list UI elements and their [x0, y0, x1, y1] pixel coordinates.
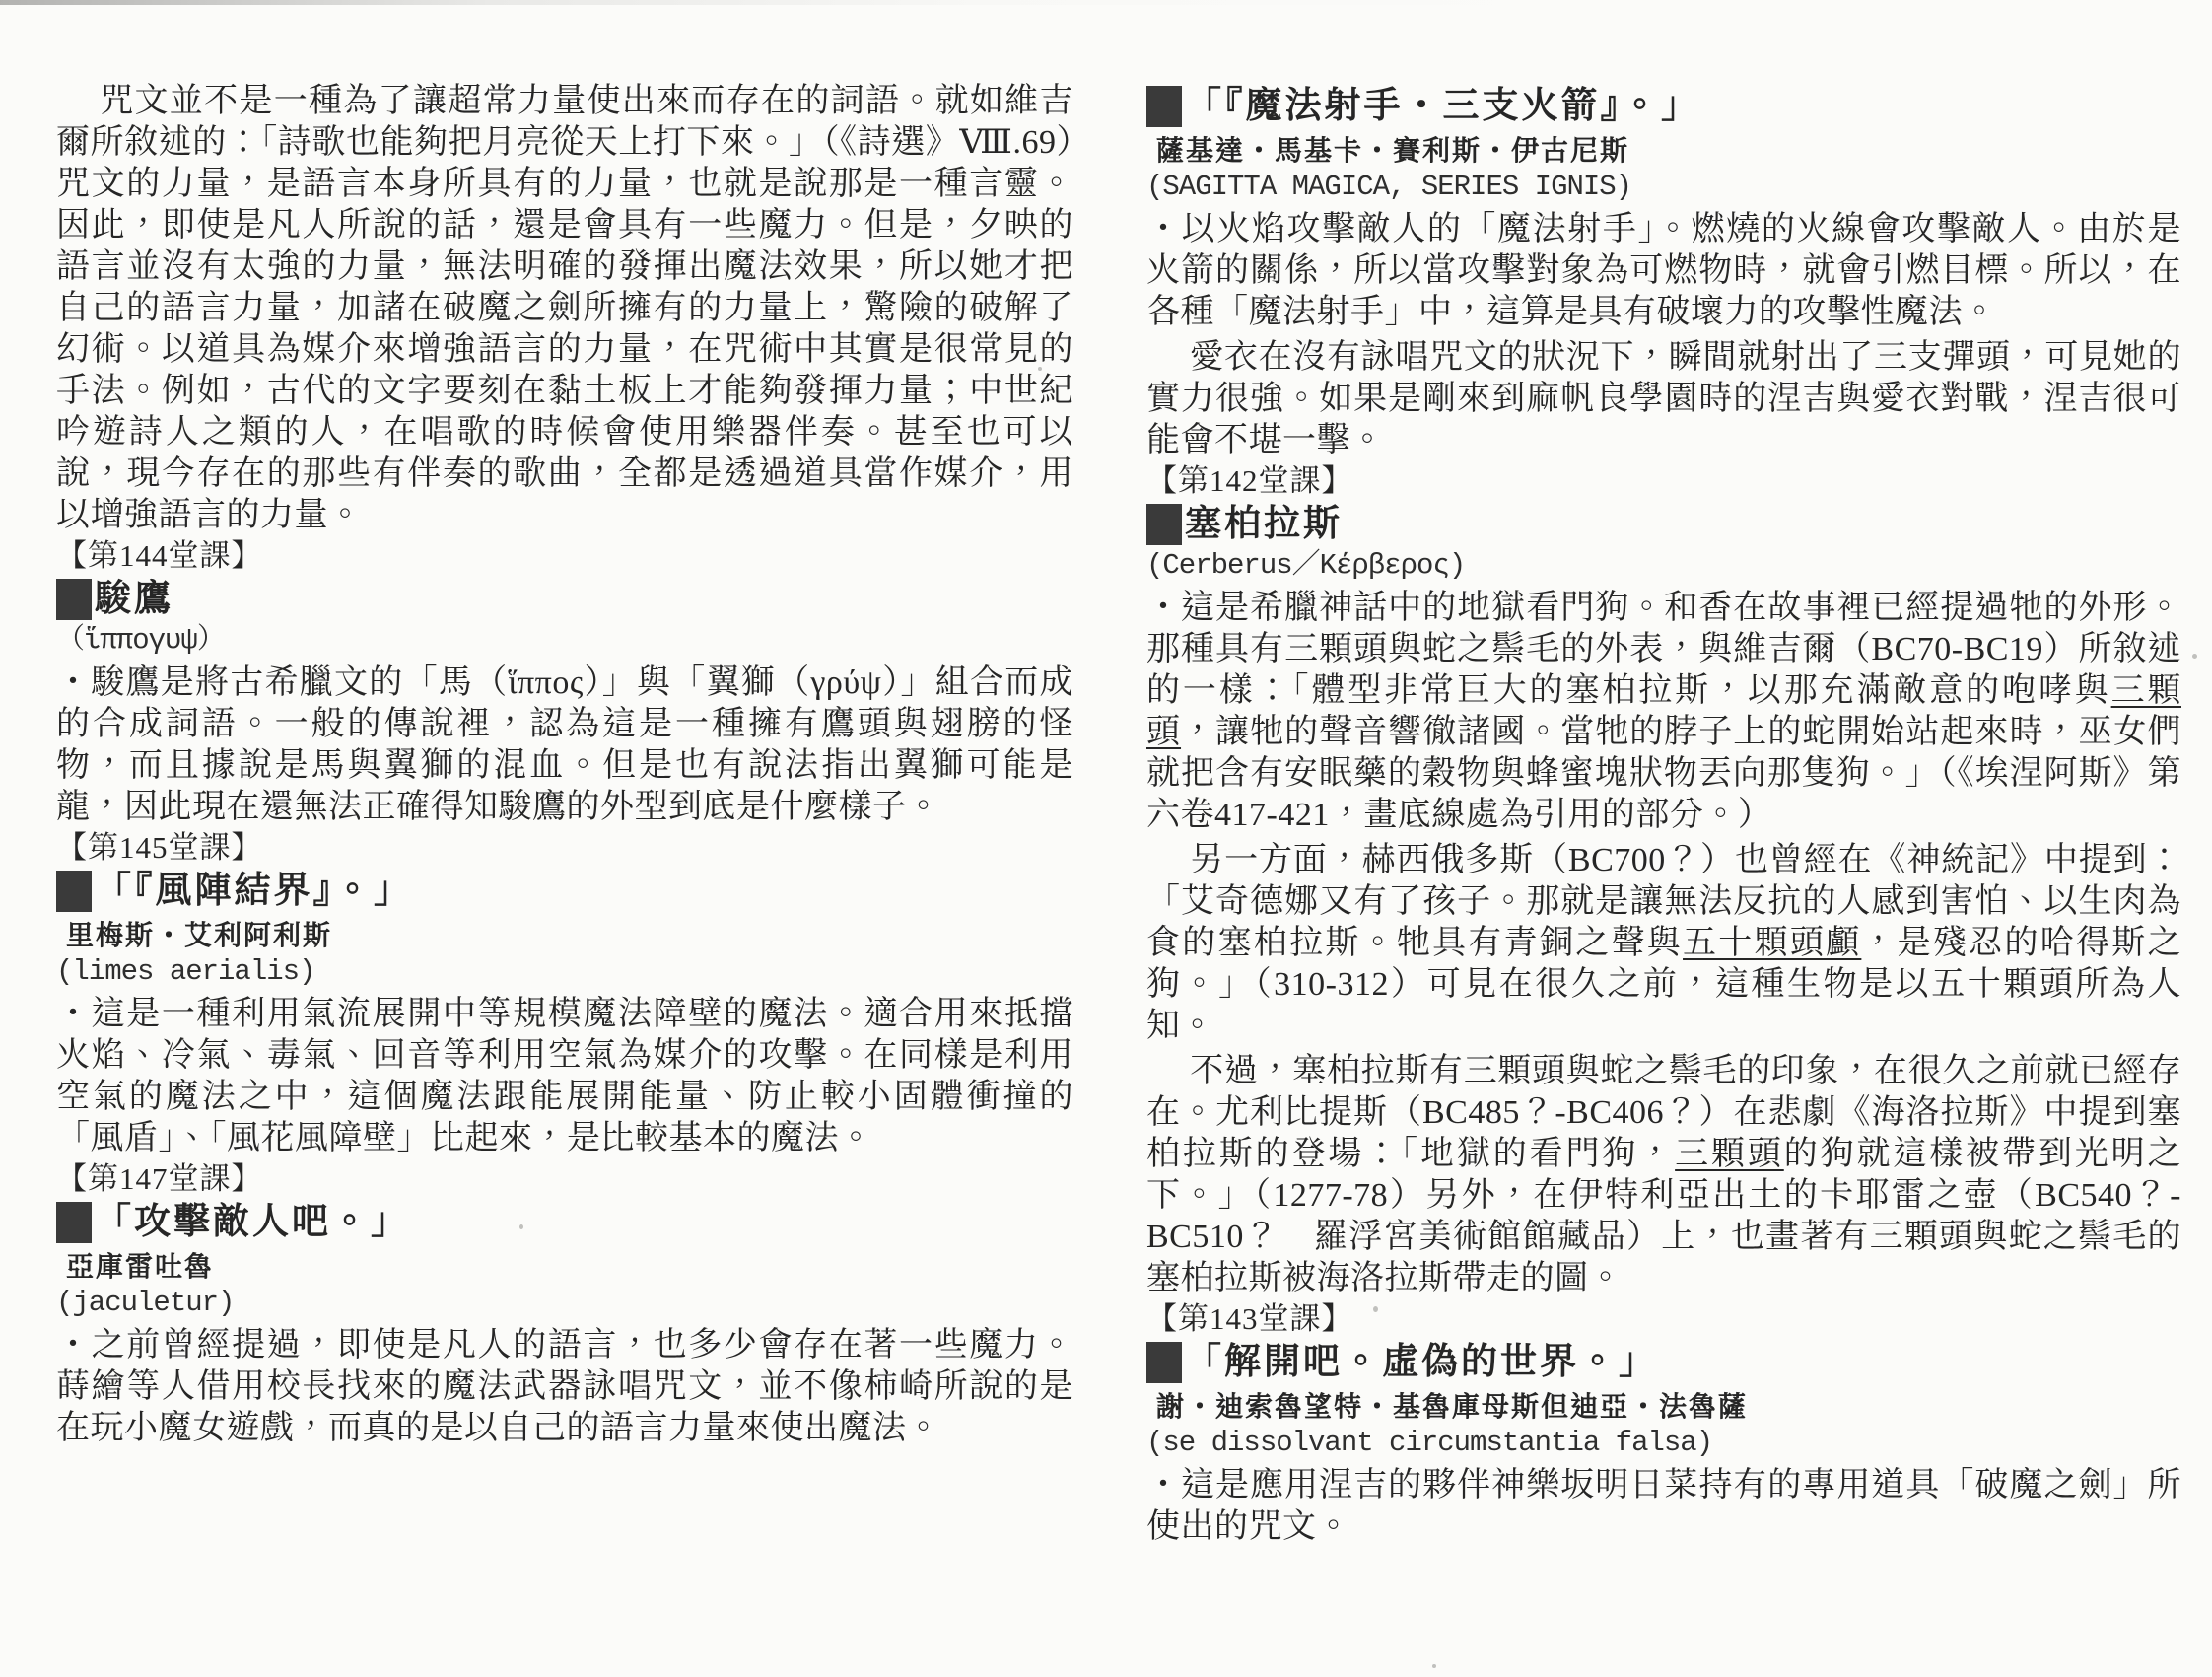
entry-sagitta-magica — [1146, 83, 2181, 461]
entry-title: 「解開吧。虛偽的世界。」 — [1185, 1342, 1658, 1382]
black-square-marker — [56, 1202, 92, 1243]
entry-body: ・這是應用涅吉的夥伴神樂坂明日菜持有的專用道具「破魔之劍」所使出的咒文。 — [1146, 1467, 2181, 1545]
entry-latin-name: (se dissolvant circumstantia falsa) — [1146, 1427, 1713, 1459]
underlined-segment: 三顆頭 — [1146, 672, 2181, 750]
left-page-column — [56, 81, 1073, 1449]
entry-title: 「『魔法射手・三支火箭』。」 — [1185, 86, 1700, 126]
black-square-marker — [1146, 504, 1182, 545]
entry-reading: 里梅斯・艾利阿利斯 — [66, 921, 333, 951]
entry-greek-name: （ἵππογυψ） — [56, 624, 225, 657]
scan-edge-artifact — [0, 0, 2212, 5]
black-square-marker — [56, 871, 92, 912]
entry-title: 「『風陣結界』。」 — [95, 871, 413, 911]
underlined-segment: 三顆頭 — [1675, 1136, 1784, 1172]
entry-greek-name: (Cerberus／Κέρβερος) — [1146, 549, 1466, 582]
lesson-marker-145: 【第145堂課】 — [56, 830, 263, 865]
body-segment: ，讓牠的聲音響徹諸國。當牠的脖子上的蛇開始站起來時，巫女們就把含有安眠藥的穀物與蜂蜜塊狀物丟向那隻狗。」（《埃涅阿斯》第六卷417-421，畫底線處為引用的部分。） — [1146, 714, 2182, 833]
entry-hippogriff — [56, 576, 1073, 828]
right-page-column — [1146, 61, 2181, 1548]
entry-body-paragraph: 愛衣在沒有詠唱咒文的狀況下，瞬間就射出了三支彈頭，可見她的實力很強。如果是剛來到麻帆良學園時的涅吉與愛衣對戰，涅吉很可能會不堪一擊。 — [1146, 339, 2181, 458]
body-segment: ，是殘忍的哈得斯之狗。」（310-312）可見在很久之前，這種生物是以五十顆頭所為人知。 — [1146, 925, 2182, 1044]
lesson-marker-142: 【第142堂課】 — [1146, 463, 1353, 498]
black-square-marker — [1146, 86, 1182, 127]
scan-speck — [2192, 654, 2197, 659]
underlined-segment: 五十顆頭顱 — [1683, 925, 1862, 961]
entry-title: 駿鷹 — [95, 579, 173, 619]
body-segment: 另一方面，赫西俄多斯（BC700？）也曾經在《神統記》中提到：「艾奇德娜又有了孩子。那就是讓無法反抗的人感到害怕、以生肉為食的塞柏拉斯。牠具有青銅之聲與 — [1146, 842, 2181, 961]
entry-reading: 亞庫雷吐魯 — [66, 1252, 215, 1283]
body-segment: 不過，塞柏拉斯有三顆頭與蛇之鬃毛的印象，在很久之前就已經存在。尤利比提斯（BC485？-BC406？）在悲劇《海洛拉斯》中提到塞柏拉斯的登場：「地獄的看門狗， — [1146, 1053, 2181, 1172]
entry-latin-name: (limes aerialis) — [56, 955, 315, 988]
body-segment: ・這是希臘神話中的地獄看門狗。和香在故事裡已經提過牠的外形。那種具有三顆頭與蛇之鬃毛的外表，與維吉爾（BC70-BC19）所敘述的一樣：「體型非常巨大的塞柏拉斯，以那充滿敵意的咆哮與 — [1146, 590, 2181, 709]
entry-body-paragraph: ・以火焰攻擊敵人的「魔法射手」。燃燒的火線會攻擊敵人。由於是火箭的關係，所以當攻擊對象為可燃物時，就會引燃目標。所以，在各種「魔法射手」中，這算是具有破壞力的攻擊性魔法。 — [1146, 211, 2181, 330]
entry-heading — [56, 1199, 1073, 1246]
entry-heading — [1146, 1339, 2181, 1386]
entry-heading — [1146, 83, 2181, 130]
entry-cerberus — [1146, 501, 2181, 1299]
entry-reading: 謝・迪索魯望特・基魯庫母斯但迪亞・法魯薩 — [1156, 1392, 1749, 1423]
black-square-marker — [56, 579, 92, 620]
entry-body: ・之前曾經提過，即使是凡人的語言，也多少會存在著一些魔力。蒔繪等人借用校長找來的魔法武器詠唱咒文，並不像柿崎所說的是在玩小魔女遊戲，而真的是以自己的語言力量來使出魔法。 — [56, 1327, 1073, 1446]
entry-heading — [56, 576, 1073, 623]
black-square-marker — [1146, 1342, 1182, 1383]
entry-title: 塞柏拉斯 — [1185, 504, 1343, 544]
intro-paragraph: 咒文並不是一種為了讓超常力量使出來而存在的詞語。就如維吉爾所敘述的：「詩歌也能夠把月亮從天上打下來。」（《詩選》Ⅷ.69）咒文的力量，是語言本身所具有的力量，也就是說那是一種言靈。因此，即使是凡人所說的話，還是會具有一些魔力。但是，夕映的語言並沒有太強的力量，無法明確的發揮出魔法效果，所以她才把自己的語言力量，加諸在破魔之劍所擁有的力量上，驚險的破解了幻術。以道具為媒介來增強語言的力量，在咒術中其實是很常見的手法。例如，古代的文字要刻在黏土板上才能夠發揮力量；中世紀吟遊詩人之類的人，在唱歌的時候會使用樂器伴奏。甚至也可以說，現今存在的那些有伴奏的歌曲，全都是透過道具當作媒介，用以增強語言的力量。 — [56, 83, 1073, 533]
entry-reading: 薩基達・馬基卡・賽利斯・伊古尼斯 — [1156, 136, 1630, 167]
entry-latin-name: (jaculetur) — [56, 1287, 235, 1319]
entry-latin-name: (SAGITTA MAGICA, SERIES IGNIS) — [1146, 171, 1632, 203]
entry-title: 「攻擊敵人吧。」 — [95, 1202, 410, 1242]
lesson-marker-144: 【第144堂課】 — [56, 538, 263, 573]
entry-se-dissolvant — [1146, 1339, 2181, 1548]
entry-heading — [1146, 501, 2181, 548]
entry-jaculetur — [56, 1199, 1073, 1449]
entry-body: ・駿鷹是將古希臘文的「馬（ἵππος）」與「翼獅（γρύψ）」組合而成的合成詞語。一般的傳說裡，認為這是一種擁有鷹頭與翅膀的怪物，而且據說是馬與翼獅的混血。但是也有說法指出翼獅可能是龍，因此現在還無法正確得知駿鷹的外型到底是什麼樣子。 — [56, 664, 1073, 825]
entry-body: ・這是一種利用氣流展開中等規模魔法障壁的魔法。適合用來抵擋火焰、冷氣、毒氣、回音等利用空氣為媒介的攻擊。在同樣是利用空氣的魔法之中，這個魔法跟能展開能量、防止較小固體衝撞的「風盾」、「風花風障壁」比起來，是比較基本的魔法。 — [56, 996, 1073, 1156]
entry-body-paragraph — [1146, 588, 2181, 836]
lesson-marker-143: 【第143堂課】 — [1146, 1301, 1353, 1336]
scan-speck — [1432, 1664, 1436, 1668]
entry-heading — [56, 868, 1073, 915]
entry-body-paragraph — [1146, 1051, 2181, 1299]
body-segment: 的狗就這樣被帶到光明之下。」（1277-78）另外，在伊特利亞出土的卡耶雷之壺（BC540？-BC510？ 羅浮宮美術館館藏品）上，也畫著有三顆頭與蛇之鬃毛的塞柏拉斯被海洛拉斯帶走的圖。 — [1146, 1136, 2181, 1296]
entry-limes-aerialis — [56, 868, 1073, 1159]
lesson-marker-147: 【第147堂課】 — [56, 1161, 263, 1196]
entry-body-paragraph — [1146, 840, 2181, 1047]
